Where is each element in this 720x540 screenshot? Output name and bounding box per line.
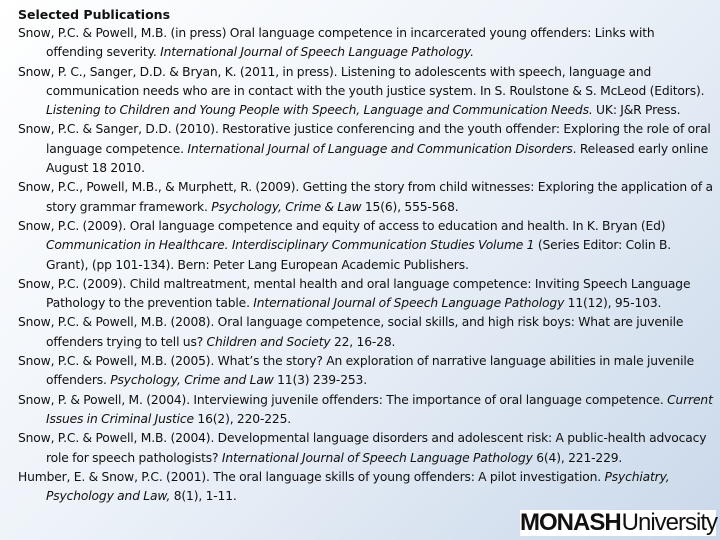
publication-list <box>18 5 714 506</box>
entry-text: Snow, P.C., Powell, M.B., & Murphett, R. (2009). Getting the story from child witnesses: Exploring the application of a story grammar framework. <box>18 180 713 214</box>
publication-entry <box>18 429 714 468</box>
entry-text: Snow, P. C., Sanger, D.D. & Bryan, K. (2011, in press). Listening to adolescents with speech, language and communication needs who are in contact with the youth justice system. In S. Roulstone & S. McLeod (Editors). <box>18 64 705 98</box>
publication-entry <box>18 217 714 275</box>
publication-entry <box>18 275 714 314</box>
entry-text: 8(1), 1-11. <box>170 489 237 504</box>
entry-text: 11(12), 95-103. <box>564 296 662 311</box>
entry-italic-text: International Journal of Speech Language Pathology <box>253 296 565 311</box>
publication-entry <box>18 313 714 352</box>
entry-italic-text: Psychology, Crime and Law <box>110 373 274 388</box>
entry-text: UK: J&R Press. <box>592 103 681 118</box>
publication-entry <box>18 468 714 507</box>
entries-container <box>18 24 714 506</box>
publication-entry <box>18 352 714 391</box>
entry-text: 6(4), 221-229. <box>532 450 623 465</box>
entry-text: Snow, P.C. & Powell, M.B. (2005). What’s the story? An exploration of narrative language abilities in male juvenile offenders. <box>18 354 695 388</box>
publication-entry <box>18 24 714 63</box>
entry-italic-text: Listening to Children and Young People with Speech, Language and Communication Needs. <box>46 103 593 118</box>
entry-text: Snow, P. & Powell, M. (2004). Interviewing juvenile offenders: The importance of oral language competence. <box>18 392 668 407</box>
entry-text: 15(6), 555-568. <box>361 199 459 214</box>
entry-text: . Released early online August 18 2010. <box>46 141 709 176</box>
monash-university-logo <box>520 510 716 536</box>
entry-text: Snow, P.C. & Sanger, D.D. (2010). Restorative justice conferencing and the youth offender: Exploring the role of oral language competence. <box>18 122 711 156</box>
entry-text: 22, 16-28. <box>330 334 396 349</box>
publication-entry <box>18 391 714 430</box>
entry-italic-text: Communication in Healthcare. Interdisciplinary Communication Studies Volume 1 <box>46 238 535 253</box>
logo-university-text: University <box>621 509 718 536</box>
entry-text: Humber, E. & Snow, P.C. (2001). The oral language skills of young offenders: A pilot investigation. <box>18 469 605 484</box>
entry-text: Snow, P.C. (2009). Oral language competence and equity of access to education and health. In K. Bryan (Ed) <box>18 218 666 233</box>
logo-monash-text: MONASH <box>520 509 621 536</box>
entry-text: Snow, P.C. & Powell, M.B. (2008). Oral language competence, social skills, and high risk boys: What are juvenile offenders trying to tell us? <box>18 315 684 349</box>
entry-text: Snow, P.C. & Powell, M.B. (2004). Developmental language disorders and adolescent risk: A public-health advocacy role for speech pathologists? <box>18 431 707 465</box>
entry-italic-text: Current Issues in Criminal Justice <box>46 392 713 426</box>
entry-italic-text: Children and Society <box>206 334 331 349</box>
entry-text: (Series Editor: Colin B. Grant), (pp 101-134). Bern: Peter Lang European Academic Publishers. <box>46 238 672 272</box>
entry-italic-text: International Journal of Language and Communication Disorders <box>187 141 573 156</box>
entry-italic-text: Psychology, Crime & Law <box>211 199 362 214</box>
entry-text: 16(2), 220-225. <box>193 411 292 426</box>
publication-entry <box>18 120 714 178</box>
publication-entry <box>18 178 714 217</box>
entry-text: 11(3) 239-253. <box>273 373 367 388</box>
page-title: Selected Publications <box>18 7 171 22</box>
entry-text: Snow, P.C. (2009). Child maltreatment, mental health and oral language competence: Inviting Speech Language Pathology to the prevention table. <box>18 276 691 311</box>
entry-italic-text: International Journal of Speech Language Pathology. <box>160 45 474 60</box>
entry-text: Snow, P.C. & Powell, M.B. (in press) Oral language competence in incarcerated young offenders: Links with offending severity. <box>18 26 655 60</box>
entry-italic-text: International Journal of Speech Language Pathology <box>221 450 533 465</box>
entry-italic-text: Psychiatry, Psychology and Law, <box>46 469 670 504</box>
publication-entry <box>18 63 714 121</box>
